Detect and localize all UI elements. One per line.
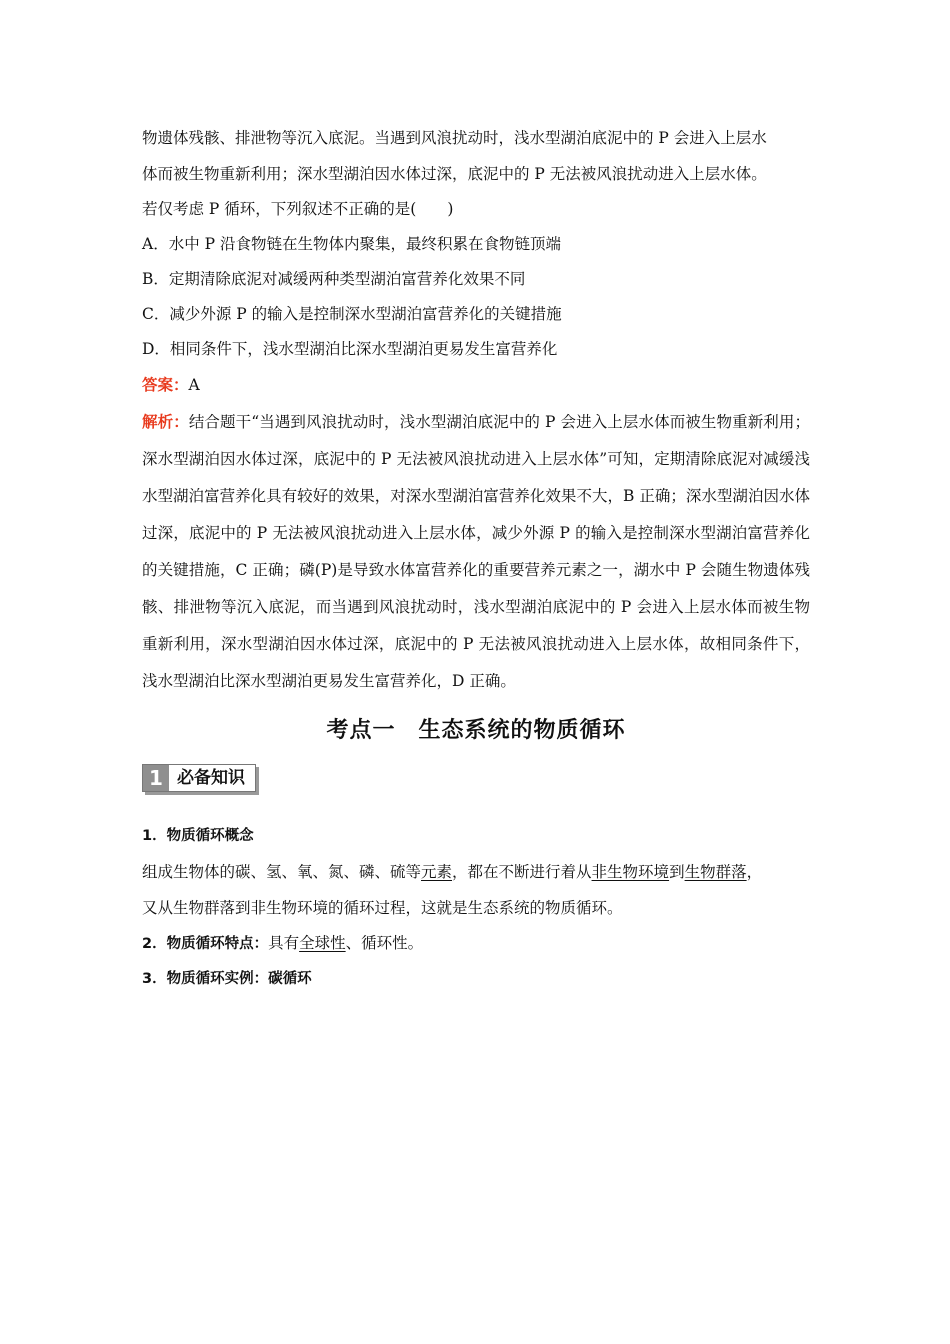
question-stem: 若仅考虑 P 循环，下列叙述不正确的是( )	[142, 200, 454, 218]
intro-line-1: 物遗体残骸、排泄物等沉入底泥。当遇到风浪扰动时，浅水型湖泊底泥中的 P 会进入上层水	[142, 129, 767, 147]
document-page	[142, 120, 810, 997]
analysis-text: 结合题干“当遇到风浪扰动时，浅水型湖泊底泥中的 P 会进入上层水体而被生物重新利用；深水型湖泊因水体过深，底泥中的 P 无法被风浪扰动进入上层水体”可知，定期清除底泥对减缓浅水型湖泊富营养化具有较好的效果，对深水型湖泊富营养化效果不大，B 正确；深水型湖泊因水体过深，底泥中的 P 无法被风浪扰动进入上层水体，减少外源 P 的输入是控制深水型湖泊富营养化的关键措施，C 正确；磷(P)是导致水体富营养化的重要营养元素之一，湖水中 P 会随生物遗体残骸、排泄物等沉入底泥，而当遇到风浪扰动时，浅水型湖泊底泥中的 P 会进入上层水体而被生物重新利用，深水型湖泊因水体过深，底泥中的 P 无法被风浪扰动进入上层水体，故相同条件下，浅水型湖泊比深水型湖泊更易发生富营养化，D 正确。	[142, 413, 810, 690]
answer-value: A	[188, 376, 200, 394]
option-a: A．水中 P 沿食物链在生物体内聚集，最终积累在食物链顶端	[142, 235, 561, 253]
knowledge-badge	[142, 764, 256, 792]
knowledge-item-1-line-2: 又从生物群落到非生物环境的循环过程，这就是生态系统的物质循环。	[142, 899, 623, 917]
option-b: B．定期清除底泥对减缓两种类型湖泊富营养化效果不同	[142, 270, 526, 288]
knowledge-item-1-heading: 1．物质循环概念	[142, 828, 254, 844]
k2-part1: 具有	[268, 934, 300, 952]
analysis-paragraph	[142, 403, 810, 700]
knowledge-section	[142, 818, 810, 997]
k1-underline-community: 生物群落	[684, 863, 747, 881]
intro-line-2: 体而被生物重新利用；深水型湖泊因水体过深，底泥中的 P 无法被风浪扰动进入上层水体。	[142, 165, 767, 183]
option-c: C．减少外源 P 的输入是控制深水型湖泊富营养化的关键措施	[142, 305, 562, 323]
k1-underline-elements: 元素	[421, 863, 453, 881]
knowledge-item-3-heading: 3．物质循环实例：碳循环	[142, 971, 312, 987]
k1-part4: ，	[746, 863, 763, 881]
section-title: 考点一 生态系统的物质循环	[326, 718, 626, 743]
badge-number: 1	[143, 765, 169, 791]
answer-label: 答案：	[142, 375, 189, 394]
k2-underline-global: 全球性	[299, 934, 346, 952]
option-d: D．相同条件下，浅水型湖泊比深水型湖泊更易发生富营养化	[142, 340, 558, 358]
k1-part3: 到	[669, 863, 685, 881]
k2-part2: 、循环性。	[345, 934, 424, 952]
analysis-label: 解析：	[142, 412, 189, 431]
k1-underline-abiotic: 非生物环境	[591, 863, 670, 881]
badge-text: 必备知识	[177, 768, 245, 788]
knowledge-item-1-text	[142, 854, 810, 890]
knowledge-item-2-heading: 2．物质循环特点：	[142, 936, 269, 952]
k1-part1: 组成生物体的碳、氢、氧、氮、磷、硫等	[142, 863, 422, 881]
k1-part2: ，都在不断进行着从	[452, 863, 592, 881]
knowledge-item-2	[142, 926, 810, 962]
answer-line	[142, 367, 810, 403]
